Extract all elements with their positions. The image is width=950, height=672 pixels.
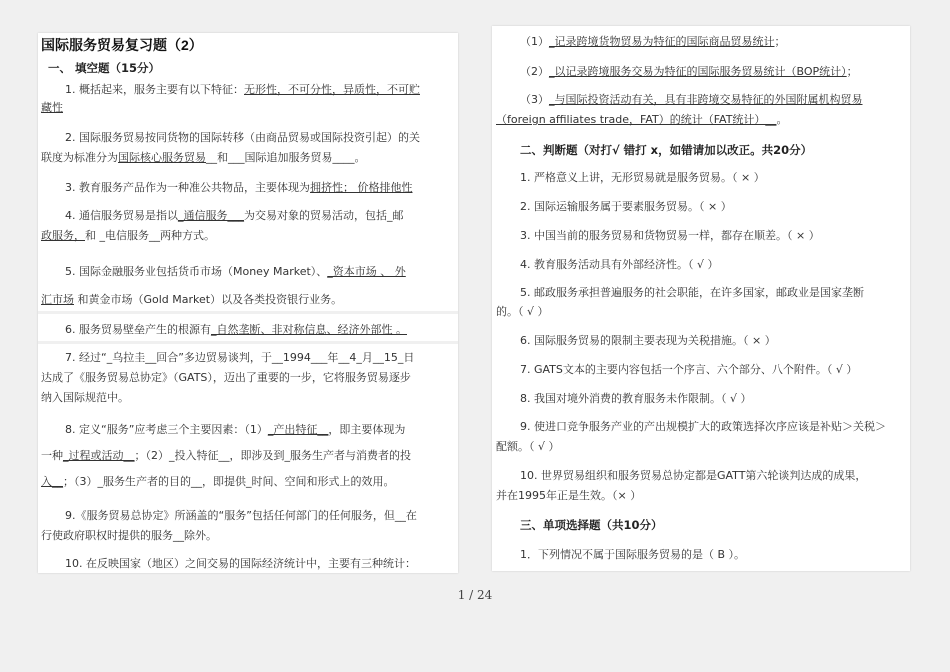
question-line: 9. 使进口竞争服务产业的产出规模扩大的政策选择次序应该是补贴＞关税＞ xyxy=(520,420,886,433)
question-line: 4. 教育服务活动具有外部经济性。（ √ ） xyxy=(520,258,719,271)
paragraph-line: 5. 国际金融服务业包括货币市场（Money Market）、_资本市场 、 外 xyxy=(65,265,406,278)
paragraph-line: （1）_记录跨境货物贸易为特征的国际商品贸易统计； xyxy=(520,35,786,48)
question-line: 5. 邮政服务承担普遍服务的社会职能，在许多国家，邮政业是国家垄断 xyxy=(520,286,864,299)
document-title: 国际服务贸易复习题（2） xyxy=(41,37,203,53)
document-page-left xyxy=(38,33,458,573)
paragraph-line: 3. 教育服务产品作为一种准公共物品，主要体现为拥挤性； 价格排他性 xyxy=(65,181,413,194)
paragraph-line: 4. 通信服务贸易是指以_通信服务___为交易对象的贸易活动，包括_邮 xyxy=(65,209,404,222)
page-gap xyxy=(38,341,458,344)
paragraph-line: （2）_以记录跨境服务交易为特征的国际服务贸易统计（BOP统计）； xyxy=(520,65,858,78)
paragraph-line: 2. 国际服务贸易按同货物的国际转移（由商品贸易或国际投资引起）的关 xyxy=(65,131,420,144)
question-line: 的。（ √ ） xyxy=(496,305,549,318)
question-line: 3. 中国当前的服务贸易和货物贸易一样，都存在顺差。（ × ） xyxy=(520,229,820,242)
page-indicator: 1 / 24 xyxy=(457,588,493,602)
question-line: 7. GATS文本的主要内容包括一个序言、六个部分、八个附件。（ √ ） xyxy=(520,363,858,376)
paragraph-line: 藏性 xyxy=(41,101,63,114)
paragraph-line: 达成了《服务贸易总协定》（GATS），迈出了重要的一步，它将服务贸易逐步 xyxy=(41,371,411,384)
paragraph-line: 8. 定义“服务”应考虑三个主要因素：（1）_产出特征__，即主要体现为 xyxy=(65,423,406,436)
question-line: 2. 国际运输服务属于要素服务贸易。（ × ） xyxy=(520,200,732,213)
paragraph-line: 7. 经过“_乌拉圭__回合”多边贸易谈判，于__1994___年__4_月__15_日 xyxy=(65,351,415,364)
page-gap xyxy=(38,311,458,314)
question-line: 配额。（ √ ） xyxy=(496,440,560,453)
paragraph-line: 汇市场 和黄金市场（Gold Market）以及各类投资银行业务。 xyxy=(41,293,343,306)
question-line: 1. 严格意义上讲，无形贸易就是服务贸易。（ × ） xyxy=(520,171,765,184)
document-page-right xyxy=(492,26,910,571)
paragraph-line: 1. 概括起来，服务主要有以下特征：无形性，不可分性，异质性，不可贮 xyxy=(65,83,420,96)
question-line: 1．下列情况不属于国际服务贸易的是（ B ）。 xyxy=(520,548,746,561)
paragraph-line: 联度为标准分为国际核心服务贸易__和___国际追加服务贸易____。 xyxy=(41,151,366,164)
question-line: 8. 我国对境外消费的教育服务未作限制。（ √ ） xyxy=(520,392,752,405)
section-heading-fill-in: 一、 填空题（15分） xyxy=(48,61,161,75)
section-heading-true-false: 二、判断题（对打√ 错打 x，如错请加以改正。共20分） xyxy=(520,143,813,157)
paragraph-line: 政服务，和 _电信服务__两种方式。 xyxy=(41,229,215,242)
paragraph-line: 6. 服务贸易壁垒产生的根源有_自然垄断、非对称信息、经济外部性 。 xyxy=(65,323,407,336)
paragraph-line: 9.《服务贸易总协定》所涵盖的“服务”包括任何部门的任何服务，但__在 xyxy=(65,509,417,522)
paragraph-line: （foreign affiliates trade，FAT）的统计（FAT统计）__。 xyxy=(496,113,788,126)
viewer-top-bar xyxy=(0,0,950,26)
question-line: 10. 世界贸易组织和服务贸易总协定都是GATT第六轮谈判达成的成果， xyxy=(520,469,867,482)
paragraph-line: 10. 在反映国家（地区）之间交易的国际经济统计中，主要有三种统计： xyxy=(65,557,416,570)
paragraph-line: 纳入国际规范中。 xyxy=(41,391,129,404)
section-heading-single-choice: 三、单项选择题（共10分） xyxy=(520,518,663,532)
paragraph-line: （3）_与国际投资活动有关，具有非跨境交易特征的外国附属机构贸易 xyxy=(520,93,863,106)
question-line: 6. 国际服务贸易的限制主要表现为关税措施。（ × ） xyxy=(520,334,776,347)
paragraph-line: 入__；（3）_服务生产者的目的__，即提供_时间、空间和形式上的效用。 xyxy=(41,475,395,488)
question-line: 并在1995年正是生效。（× ） xyxy=(496,489,642,502)
paragraph-line: 行使政府职权时提供的服务__除外。 xyxy=(41,529,217,542)
paragraph-line: 一种_过程或活动__；（2）_投入特征__，即涉及到_服务生产者与消费者的投 xyxy=(41,449,411,462)
